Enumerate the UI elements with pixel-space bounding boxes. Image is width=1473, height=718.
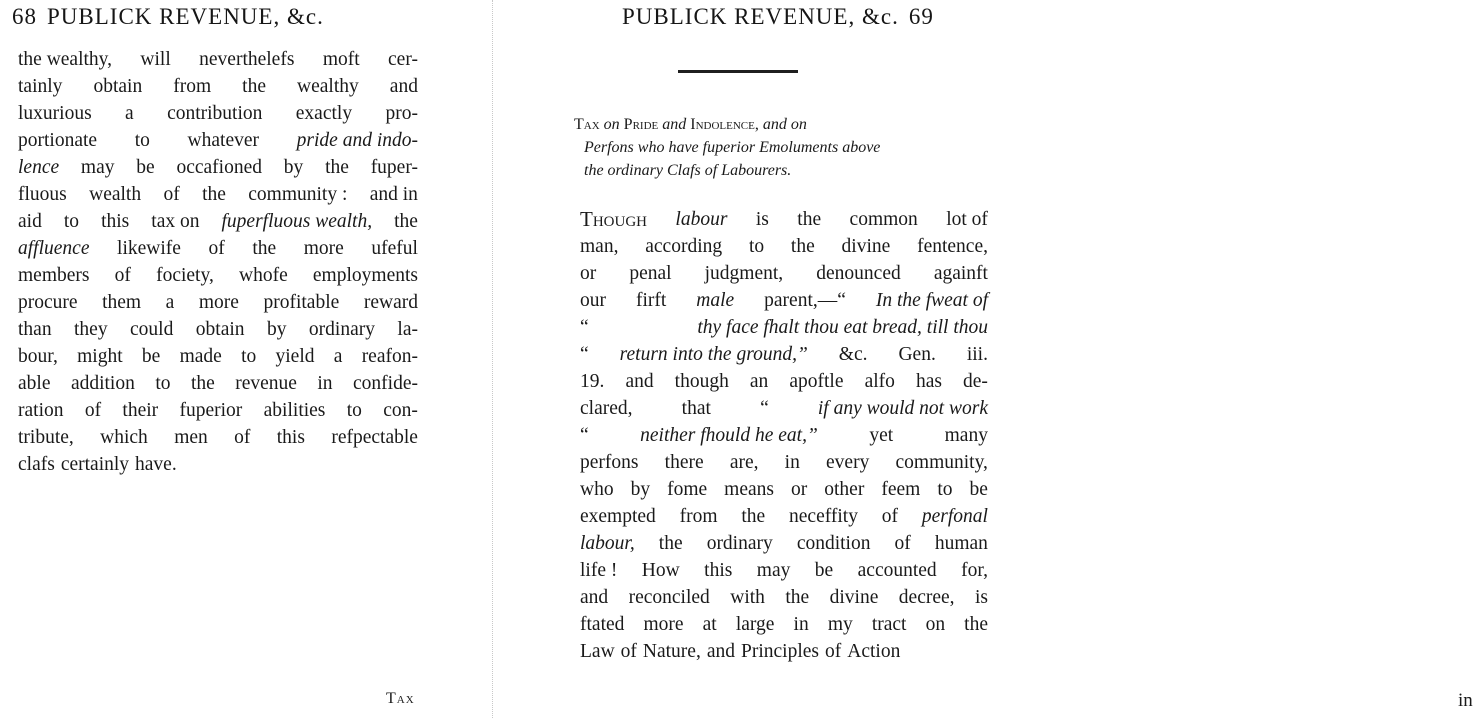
text-line — [18, 154, 418, 181]
text-line — [580, 287, 988, 314]
text-word: confide- — [353, 373, 418, 394]
text-word: lence — [18, 157, 60, 178]
text-line — [580, 503, 988, 530]
text-word: penal — [629, 263, 672, 284]
text-line — [18, 208, 418, 235]
text-word: wealth — [89, 184, 142, 205]
text-word: “ — [580, 344, 589, 365]
heading-line-2: Perfons who have fuperior Emoluments above — [584, 139, 881, 156]
text-word: a — [125, 103, 134, 124]
text-word: fuperfluous wealth, — [221, 211, 373, 232]
text-word: the — [190, 373, 215, 394]
text-word: and — [580, 587, 609, 608]
text-word: my — [827, 614, 853, 635]
text-word: the — [964, 614, 988, 635]
text-word: return into the ground,” — [619, 344, 808, 365]
text-word: our — [580, 290, 606, 311]
text-word: the — [790, 236, 815, 257]
text-line — [580, 584, 988, 611]
text-word: whatever — [187, 130, 260, 151]
text-word: con- — [383, 400, 418, 421]
text-line — [580, 530, 988, 557]
text-word: from — [173, 76, 212, 97]
text-word: obtain — [195, 319, 245, 340]
text-word: there — [664, 452, 704, 473]
text-word: the — [325, 157, 349, 178]
text-word: large — [735, 614, 775, 635]
text-word: wealthy — [297, 76, 359, 97]
text-word: fluous — [18, 184, 67, 205]
text-word: in — [793, 614, 809, 635]
text-word: male — [696, 290, 735, 311]
text-word: “ — [580, 317, 589, 338]
page-number-left: 68 — [12, 4, 37, 29]
text-word: divine — [829, 587, 879, 608]
text-word: cer- — [388, 49, 418, 70]
text-word: of — [825, 641, 842, 662]
text-word: luxurious — [18, 103, 92, 124]
text-word: condition — [796, 533, 871, 554]
text-word: means — [724, 479, 774, 500]
text-word: apoftle — [789, 371, 844, 392]
running-head-right — [622, 4, 934, 30]
text-word: “ — [580, 425, 589, 446]
text-word: fuperior — [179, 400, 243, 421]
text-line — [18, 397, 418, 424]
text-word: for, — [961, 560, 988, 581]
text-word: if any would not work — [817, 398, 988, 419]
text-word: other — [824, 479, 865, 500]
text-word: who — [580, 479, 614, 500]
text-word: Principles — [741, 641, 819, 662]
text-word: or — [791, 479, 808, 500]
text-line — [18, 181, 418, 208]
catchword-right: in — [1458, 690, 1473, 711]
text-word: of — [163, 184, 180, 205]
text-word: the — [252, 238, 277, 259]
text-word: might — [77, 346, 123, 367]
heading-word: Pride — [623, 116, 659, 133]
text-word: tax on — [151, 211, 200, 232]
left-page-body — [18, 46, 418, 478]
text-word: occafioned — [176, 157, 263, 178]
text-word: pride and indo- — [296, 130, 418, 151]
text-word: an — [749, 371, 769, 392]
text-word: to — [134, 130, 150, 151]
text-line — [18, 424, 418, 451]
text-word: may — [80, 157, 115, 178]
text-word: moft — [322, 49, 360, 70]
text-word: community : — [248, 184, 348, 205]
text-word: able — [18, 373, 51, 394]
text-word: this — [101, 211, 130, 232]
text-word: ration — [18, 400, 64, 421]
text-word: of — [84, 400, 102, 421]
text-word: and — [706, 641, 735, 662]
text-word: firft — [635, 290, 667, 311]
text-word: reward — [363, 292, 418, 313]
text-word: to — [937, 479, 953, 500]
text-word: which — [100, 427, 148, 448]
text-word: of — [208, 238, 225, 259]
text-word: reconciled — [628, 587, 710, 608]
text-word: addition — [70, 373, 135, 394]
text-line — [18, 73, 418, 100]
text-word: ordinary — [706, 533, 773, 554]
text-word: exactly — [295, 103, 353, 124]
text-line — [18, 343, 418, 370]
text-line — [580, 449, 988, 476]
text-line — [580, 233, 988, 260]
text-word: divine — [841, 236, 891, 257]
text-word: more — [198, 292, 239, 313]
text-word: members — [18, 265, 90, 286]
text-word: fuper- — [370, 157, 418, 178]
text-word: is — [755, 209, 769, 230]
text-word: be — [136, 157, 155, 178]
text-word: men — [174, 427, 208, 448]
text-word: How — [641, 560, 680, 581]
heading-line-1 — [574, 113, 990, 136]
section-rule — [678, 70, 798, 73]
text-line — [580, 341, 988, 368]
text-word: labour — [675, 209, 728, 230]
text-word: de- — [963, 371, 988, 392]
text-word: of — [234, 427, 251, 448]
text-line — [18, 289, 418, 316]
text-word: denounced — [816, 263, 901, 284]
text-word: labour, — [580, 533, 635, 554]
text-word: by — [283, 157, 304, 178]
heading-word: on — [603, 116, 620, 133]
text-word: than — [18, 319, 52, 340]
text-word: has — [915, 371, 942, 392]
text-word: Though — [580, 207, 647, 231]
text-word: to — [155, 373, 171, 394]
text-word: of — [114, 265, 131, 286]
running-head-left — [12, 4, 324, 30]
book-gutter — [492, 0, 494, 718]
text-line — [18, 235, 418, 262]
text-word: by — [266, 319, 287, 340]
catchword-left: Tax — [386, 690, 415, 707]
text-line — [18, 127, 418, 154]
right-page — [500, 0, 1473, 718]
text-line — [18, 100, 418, 127]
text-word: they — [74, 319, 108, 340]
text-word: of — [894, 533, 911, 554]
text-word: alfo — [864, 371, 895, 392]
text-word: that — [681, 398, 711, 419]
text-word: profitable — [263, 292, 340, 313]
text-word: more — [303, 238, 344, 259]
text-word: community, — [895, 452, 988, 473]
text-word: is — [974, 587, 988, 608]
text-word: ftated — [580, 614, 625, 635]
text-line — [18, 451, 418, 478]
page-number-right: 69 — [908, 4, 934, 29]
text-word: certainly — [60, 454, 130, 475]
text-word: this — [276, 427, 305, 448]
text-word: the wealthy, — [18, 49, 113, 70]
heading-word: Indolence, — [690, 116, 759, 133]
text-line — [580, 368, 988, 395]
text-line — [580, 557, 988, 584]
running-head-title-right: PUBLICK REVENUE, &c. — [622, 4, 899, 29]
text-word: ordinary — [308, 319, 375, 340]
text-word: “ — [760, 398, 769, 419]
text-word: yet — [869, 425, 894, 446]
text-word: be — [141, 346, 161, 367]
text-word: in — [317, 373, 333, 394]
text-word: affluence — [18, 238, 90, 259]
text-word: the — [658, 533, 683, 554]
text-word: likewife — [117, 238, 181, 259]
text-line — [18, 316, 418, 343]
text-word: employments — [312, 265, 418, 286]
text-word: though — [674, 371, 729, 392]
heading-word: Tax — [574, 116, 600, 133]
text-word: perfonal — [921, 506, 988, 527]
text-word: thy face fhalt thou eat bread, till thou — [697, 317, 988, 338]
text-line — [580, 314, 988, 341]
text-word: &c. — [838, 344, 868, 365]
text-word: the — [797, 209, 822, 230]
text-word: refpectable — [331, 427, 418, 448]
text-word: many — [944, 425, 988, 446]
text-word: 19. — [580, 371, 605, 392]
text-word: tract — [871, 614, 907, 635]
text-line — [580, 611, 988, 638]
text-line — [18, 370, 418, 397]
text-word: bour, — [18, 346, 58, 367]
text-word: parent,—“ — [764, 290, 846, 311]
text-word: to — [748, 236, 765, 257]
text-word: contribution — [167, 103, 263, 124]
text-word: and — [625, 371, 654, 392]
text-line — [580, 638, 988, 665]
text-word: portionate — [18, 130, 98, 151]
text-word: the — [785, 587, 810, 608]
text-word: neceffity — [789, 506, 858, 527]
text-word: will — [140, 49, 171, 70]
text-word: are, — [729, 452, 759, 473]
text-word: Law — [580, 641, 615, 662]
text-word: of — [881, 506, 899, 527]
text-line — [580, 476, 988, 503]
right-page-body — [580, 206, 988, 665]
text-word: judgment, — [704, 263, 784, 284]
text-word: by — [630, 479, 651, 500]
text-word: obtain — [93, 76, 143, 97]
text-word: la- — [397, 319, 418, 340]
text-word: yield — [275, 346, 315, 367]
text-word: with — [730, 587, 765, 608]
text-word: feem — [881, 479, 921, 500]
text-word: ufeful — [371, 238, 418, 259]
text-word: neverthelefs — [199, 49, 295, 70]
text-word: accounted — [857, 560, 937, 581]
text-line — [18, 262, 418, 289]
text-line — [580, 206, 988, 233]
text-word: perfons — [580, 452, 639, 473]
text-word: fome — [667, 479, 708, 500]
text-word: more — [643, 614, 684, 635]
text-word: and — [389, 76, 418, 97]
running-head-title-left: PUBLICK REVENUE, &c. — [47, 4, 324, 29]
text-word: the — [741, 506, 766, 527]
text-word: revenue — [235, 373, 297, 394]
text-line — [580, 395, 988, 422]
text-word: to — [63, 211, 80, 232]
text-word: tainly — [18, 76, 63, 97]
left-page — [0, 0, 500, 718]
text-word: their — [122, 400, 159, 421]
text-word: this — [704, 560, 733, 581]
text-word: pro- — [385, 103, 418, 124]
text-word: to — [241, 346, 257, 367]
text-word: human — [934, 533, 988, 554]
text-word: could — [130, 319, 174, 340]
text-word: or — [580, 263, 597, 284]
text-word: Gen. — [898, 344, 936, 365]
text-word: iii. — [966, 344, 988, 365]
text-word: to — [346, 400, 362, 421]
text-word: clared, — [580, 398, 633, 419]
heading-word: and on — [762, 116, 807, 133]
text-word: the — [242, 76, 266, 97]
text-word: reafon- — [361, 346, 418, 367]
heading-line-3: the ordinary Clafs of Labourers. — [584, 162, 792, 179]
heading-word: and — [662, 116, 687, 133]
text-word: a — [333, 346, 343, 367]
text-word: life ! — [580, 560, 618, 581]
text-word: neither fhould he eat,” — [640, 425, 818, 446]
text-word: man, — [580, 236, 619, 257]
section-heading — [574, 113, 990, 182]
text-word: procure — [18, 292, 78, 313]
text-word: decree, — [898, 587, 955, 608]
text-word: and in — [369, 184, 418, 205]
text-word: In the fweat of — [875, 290, 988, 311]
text-word: the — [202, 184, 226, 205]
text-word: againft — [933, 263, 988, 284]
text-line — [18, 46, 418, 73]
text-word: in — [784, 452, 800, 473]
text-word: common — [849, 209, 918, 230]
text-word: whofe — [239, 265, 288, 286]
text-word: aid — [18, 211, 42, 232]
text-word: every — [826, 452, 870, 473]
text-word: Action — [847, 641, 901, 662]
text-word: according — [645, 236, 723, 257]
text-word: fentence, — [917, 236, 988, 257]
text-word: a — [165, 292, 175, 313]
text-word: on — [925, 614, 946, 635]
text-word: tribute, — [18, 427, 74, 448]
text-word: be — [969, 479, 988, 500]
text-word: from — [679, 506, 718, 527]
text-word: Nature, — [642, 641, 701, 662]
text-word: clafs — [18, 454, 55, 475]
text-line — [580, 422, 988, 449]
text-word: abilities — [263, 400, 326, 421]
text-word: may — [756, 560, 791, 581]
text-word: at — [702, 614, 717, 635]
text-word: lot of — [946, 209, 988, 230]
text-word: them — [102, 292, 142, 313]
text-word: made — [179, 346, 222, 367]
text-word: be — [814, 560, 834, 581]
text-word: have. — [135, 454, 177, 475]
text-word: the — [394, 211, 418, 232]
text-word: exempted — [580, 506, 656, 527]
text-word: fociety, — [156, 265, 214, 286]
text-line — [580, 260, 988, 287]
text-word: of — [620, 641, 637, 662]
